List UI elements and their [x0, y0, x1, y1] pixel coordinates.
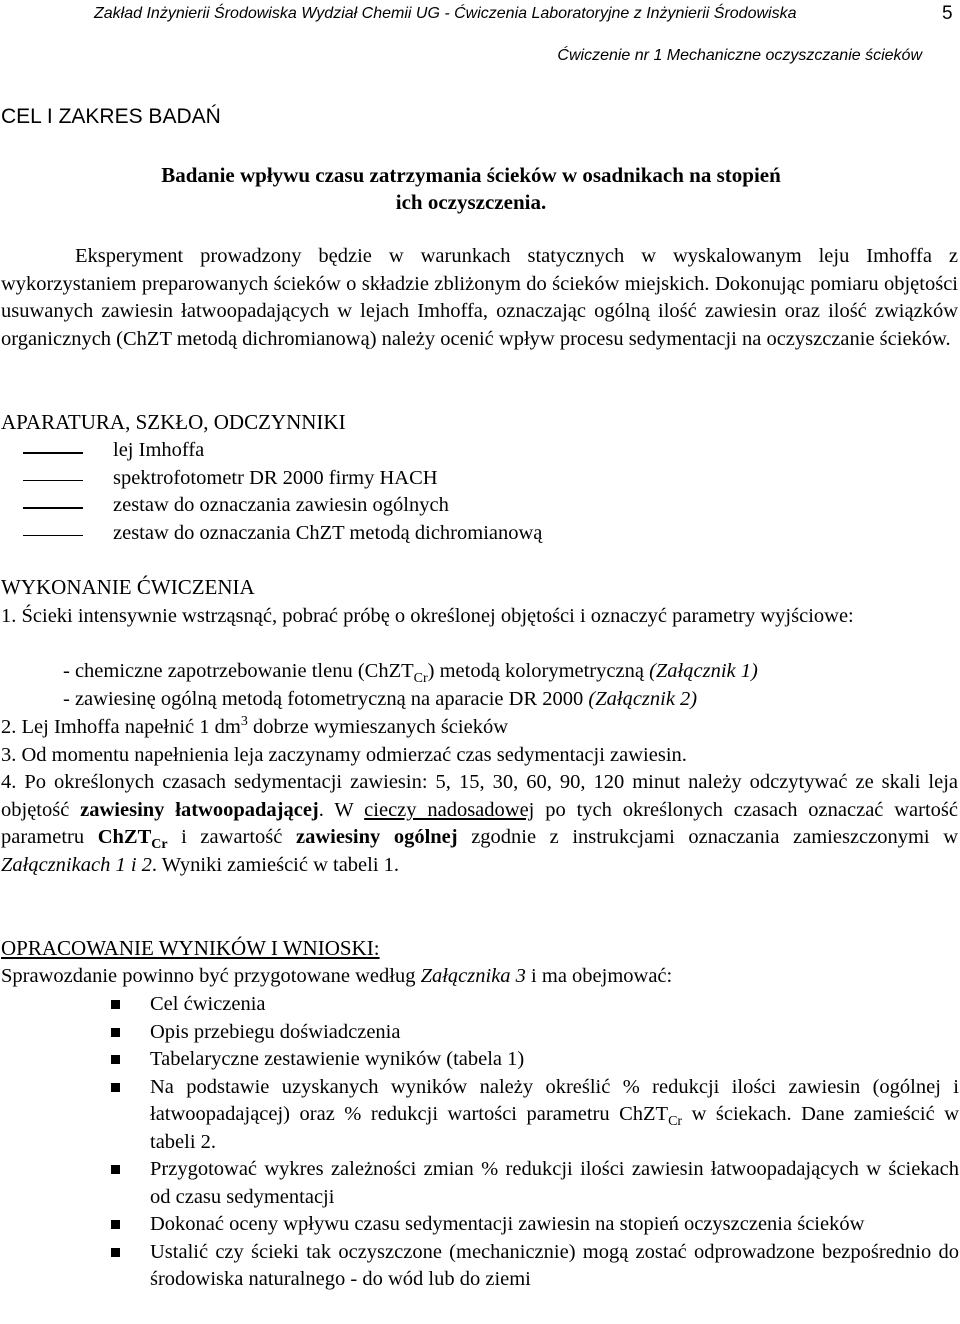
report-item	[1, 1074, 959, 1157]
intro-text: Sprawozdanie powinno być przygotowane według	[1, 965, 421, 987]
report-item	[1, 1046, 959, 1074]
section-heading-wykonanie: WYKONANIE ĆWICZENIA	[1, 575, 255, 599]
square-bullet-icon	[111, 1220, 120, 1229]
step-number: 2.	[1, 716, 17, 738]
step-4-text: zgodnie z instrukcjami oznaczania zamieszczonymi w	[457, 826, 959, 848]
emphasis-zawiesina-ogolna: zawiesiny ogólnej	[295, 826, 458, 848]
header-right: Ćwiczenie nr 1 Mechaniczne oczyszczanie ścieków	[557, 47, 922, 64]
intro-text-end: i ma obejmować:	[525, 965, 673, 987]
step-1-param-chzt	[1, 658, 960, 686]
step-2-text-end: dobrze wymieszanych ścieków	[247, 716, 509, 738]
section-heading-cel: CEL I ZAKRES BADAŃ	[1, 105, 221, 128]
report-item	[1, 1019, 959, 1047]
aparatura-item: lej Imhoffa	[1, 437, 958, 465]
square-bullet-icon	[111, 1000, 120, 1009]
param-zawiesina-text: - zawiesinę ogólną metodą fotometryczną na aparacie DR 2000	[63, 688, 589, 710]
opracowanie-intro	[1, 963, 958, 991]
report-item-text-end: w ściekach. Dane zamieścić w tabeli 2.	[150, 1103, 960, 1153]
aparatura-item: zestaw do oznaczania ChZT metodą dichromianową	[1, 520, 958, 548]
report-item-text: Przygotować wykres zależności zmian % redukcji ilości zawiesin łatwoopadających w ściekach od czasu sedymentacji	[150, 1158, 959, 1208]
attachment-ref: Załącznikach 1 i 2	[1, 853, 152, 876]
report-item	[1, 991, 959, 1019]
square-bullet-icon	[111, 1083, 120, 1092]
step-4-text: i zawartość	[167, 826, 296, 848]
aparatura-item: zestaw do oznaczania zawiesin ogólnych	[1, 492, 958, 520]
subscript-cr: Cr	[413, 671, 428, 686]
step-2	[1, 714, 958, 742]
subscript-cr: Cr	[151, 837, 168, 852]
report-item-text: Tabelaryczne zestawienie wyników (tabela 1)	[150, 1048, 525, 1070]
report-item-text: Na podstawie uzyskanych wyników należy określić % redukcji ilości zawiesin (ogólnej i łatwoopadającej) oraz % redukcji wartości parametru ChZT	[150, 1075, 959, 1125]
report-item-text: Cel ćwiczenia	[150, 993, 266, 1015]
step-3-text: Od momentu napełnienia leja zaczynamy odmierzać czas sedymentacji zawiesin.	[16, 744, 687, 766]
cel-paragraph-b: Dokonując pomiaru objętości usuwanych zawiesin łatwoopadających w lejach Imhoffa, oznaczając ogólną ilość zawiesin oraz ilość związków organicznych (ChZT metodą dichromianową) należy ocenić wpływ procesu sedymentacji na oczyszczanie ścieków.	[1, 272, 958, 350]
report-item	[1, 1156, 959, 1211]
report-item-text: Dokonać oceny wpływu czasu sedymentacji zawiesin na stopień oczyszczenia ścieków	[150, 1213, 865, 1235]
step-2-text: Lej Imhoffa napełnić 1 dm	[16, 716, 241, 738]
report-item	[1, 1239, 959, 1294]
square-bullet-icon	[111, 1165, 120, 1174]
cel-paragraph	[1, 243, 958, 353]
step-1-text: Ścieki intensywnie wstrząsnąć, pobrać próbę o określonej objętości i oznaczyć parametry wyjściowe:	[16, 605, 854, 627]
step-1-param-zawiesina	[1, 686, 960, 714]
attachment-ref: Załącznika 3	[420, 965, 526, 987]
topic-title: Badanie wpływu czasu zatrzymania ścieków w osadnikach na stopień ich oczyszczenia.	[161, 163, 781, 214]
emphasis-chzt: ChZT	[97, 826, 152, 848]
step-4-text: Po określonych czasach sedymentacji zawiesin: 5, 15, 30, 60, 90, 120 minut należy odczytywać ze skali leja objętość	[1, 771, 958, 821]
cel-paragraph-a: Eksperyment prowadzony będzie w warunkach statycznych w wyskalowanym leju Imhoffa z wykorzystaniem preparowanych ścieków o składzie zbliżonym do ścieków miejskich.	[1, 245, 958, 295]
step-3	[1, 742, 958, 770]
attachment-ref: (Załącznik 1)	[649, 660, 758, 682]
report-item-text: Ustalić czy ścieki tak oczyszczone (mechanicznie) mogą zostać odprowadzone bezpośrednio do środowiska naturalnego - do wód lub do ziemi	[150, 1240, 959, 1290]
step-number: 3.	[1, 744, 17, 766]
param-chzt-text: - chemiczne zapotrzebowanie tlenu (ChZT	[63, 660, 414, 682]
section-heading-opracowanie: OPRACOWANIE WYNIKÓW I WNIOSKI:	[1, 936, 380, 960]
superscript-3: 3	[240, 714, 248, 729]
step-1	[1, 603, 958, 631]
step-4	[1, 769, 958, 879]
step-4-text: po tych określonych czasach oznaczać wartość parametru	[1, 798, 958, 848]
aparatura-item: spektrofotometr DR 2000 firmy HACH	[1, 465, 958, 493]
step-4-text: . W	[318, 798, 365, 821]
step-4-text: . Wyniki zamieścić w tabeli 1.	[151, 853, 400, 876]
subscript-cr: Cr	[668, 1114, 683, 1129]
page-number: 5	[942, 3, 953, 24]
square-bullet-icon	[111, 1055, 120, 1064]
square-bullet-icon	[111, 1028, 120, 1037]
section-heading-aparatura: APARATURA, SZKŁO, ODCZYNNIKI	[1, 410, 346, 434]
step-number: 4.	[1, 771, 17, 793]
attachment-ref: (Załącznik 2)	[588, 688, 698, 710]
step-number: 1.	[1, 605, 17, 627]
aparatura-list	[1, 437, 958, 547]
underline-ciecz-nadosadowa: cieczy nadosadowej	[364, 798, 535, 821]
square-bullet-icon	[111, 1248, 120, 1257]
param-chzt-method: ) metodą kolorymetryczną	[427, 660, 650, 682]
report-item-text: Opis przebiegu doświadczenia	[150, 1020, 401, 1043]
report-items-list	[1, 991, 959, 1294]
report-item	[1, 1211, 959, 1239]
header-left: Zakład Inżynierii Środowiska Wydział Chemii UG - Ćwiczenia Laboratoryjne z Inżynierii Środowiska	[94, 5, 797, 22]
emphasis-zawiesina-latwoopadajaca: zawiesiny łatwoopadającej	[80, 798, 319, 821]
